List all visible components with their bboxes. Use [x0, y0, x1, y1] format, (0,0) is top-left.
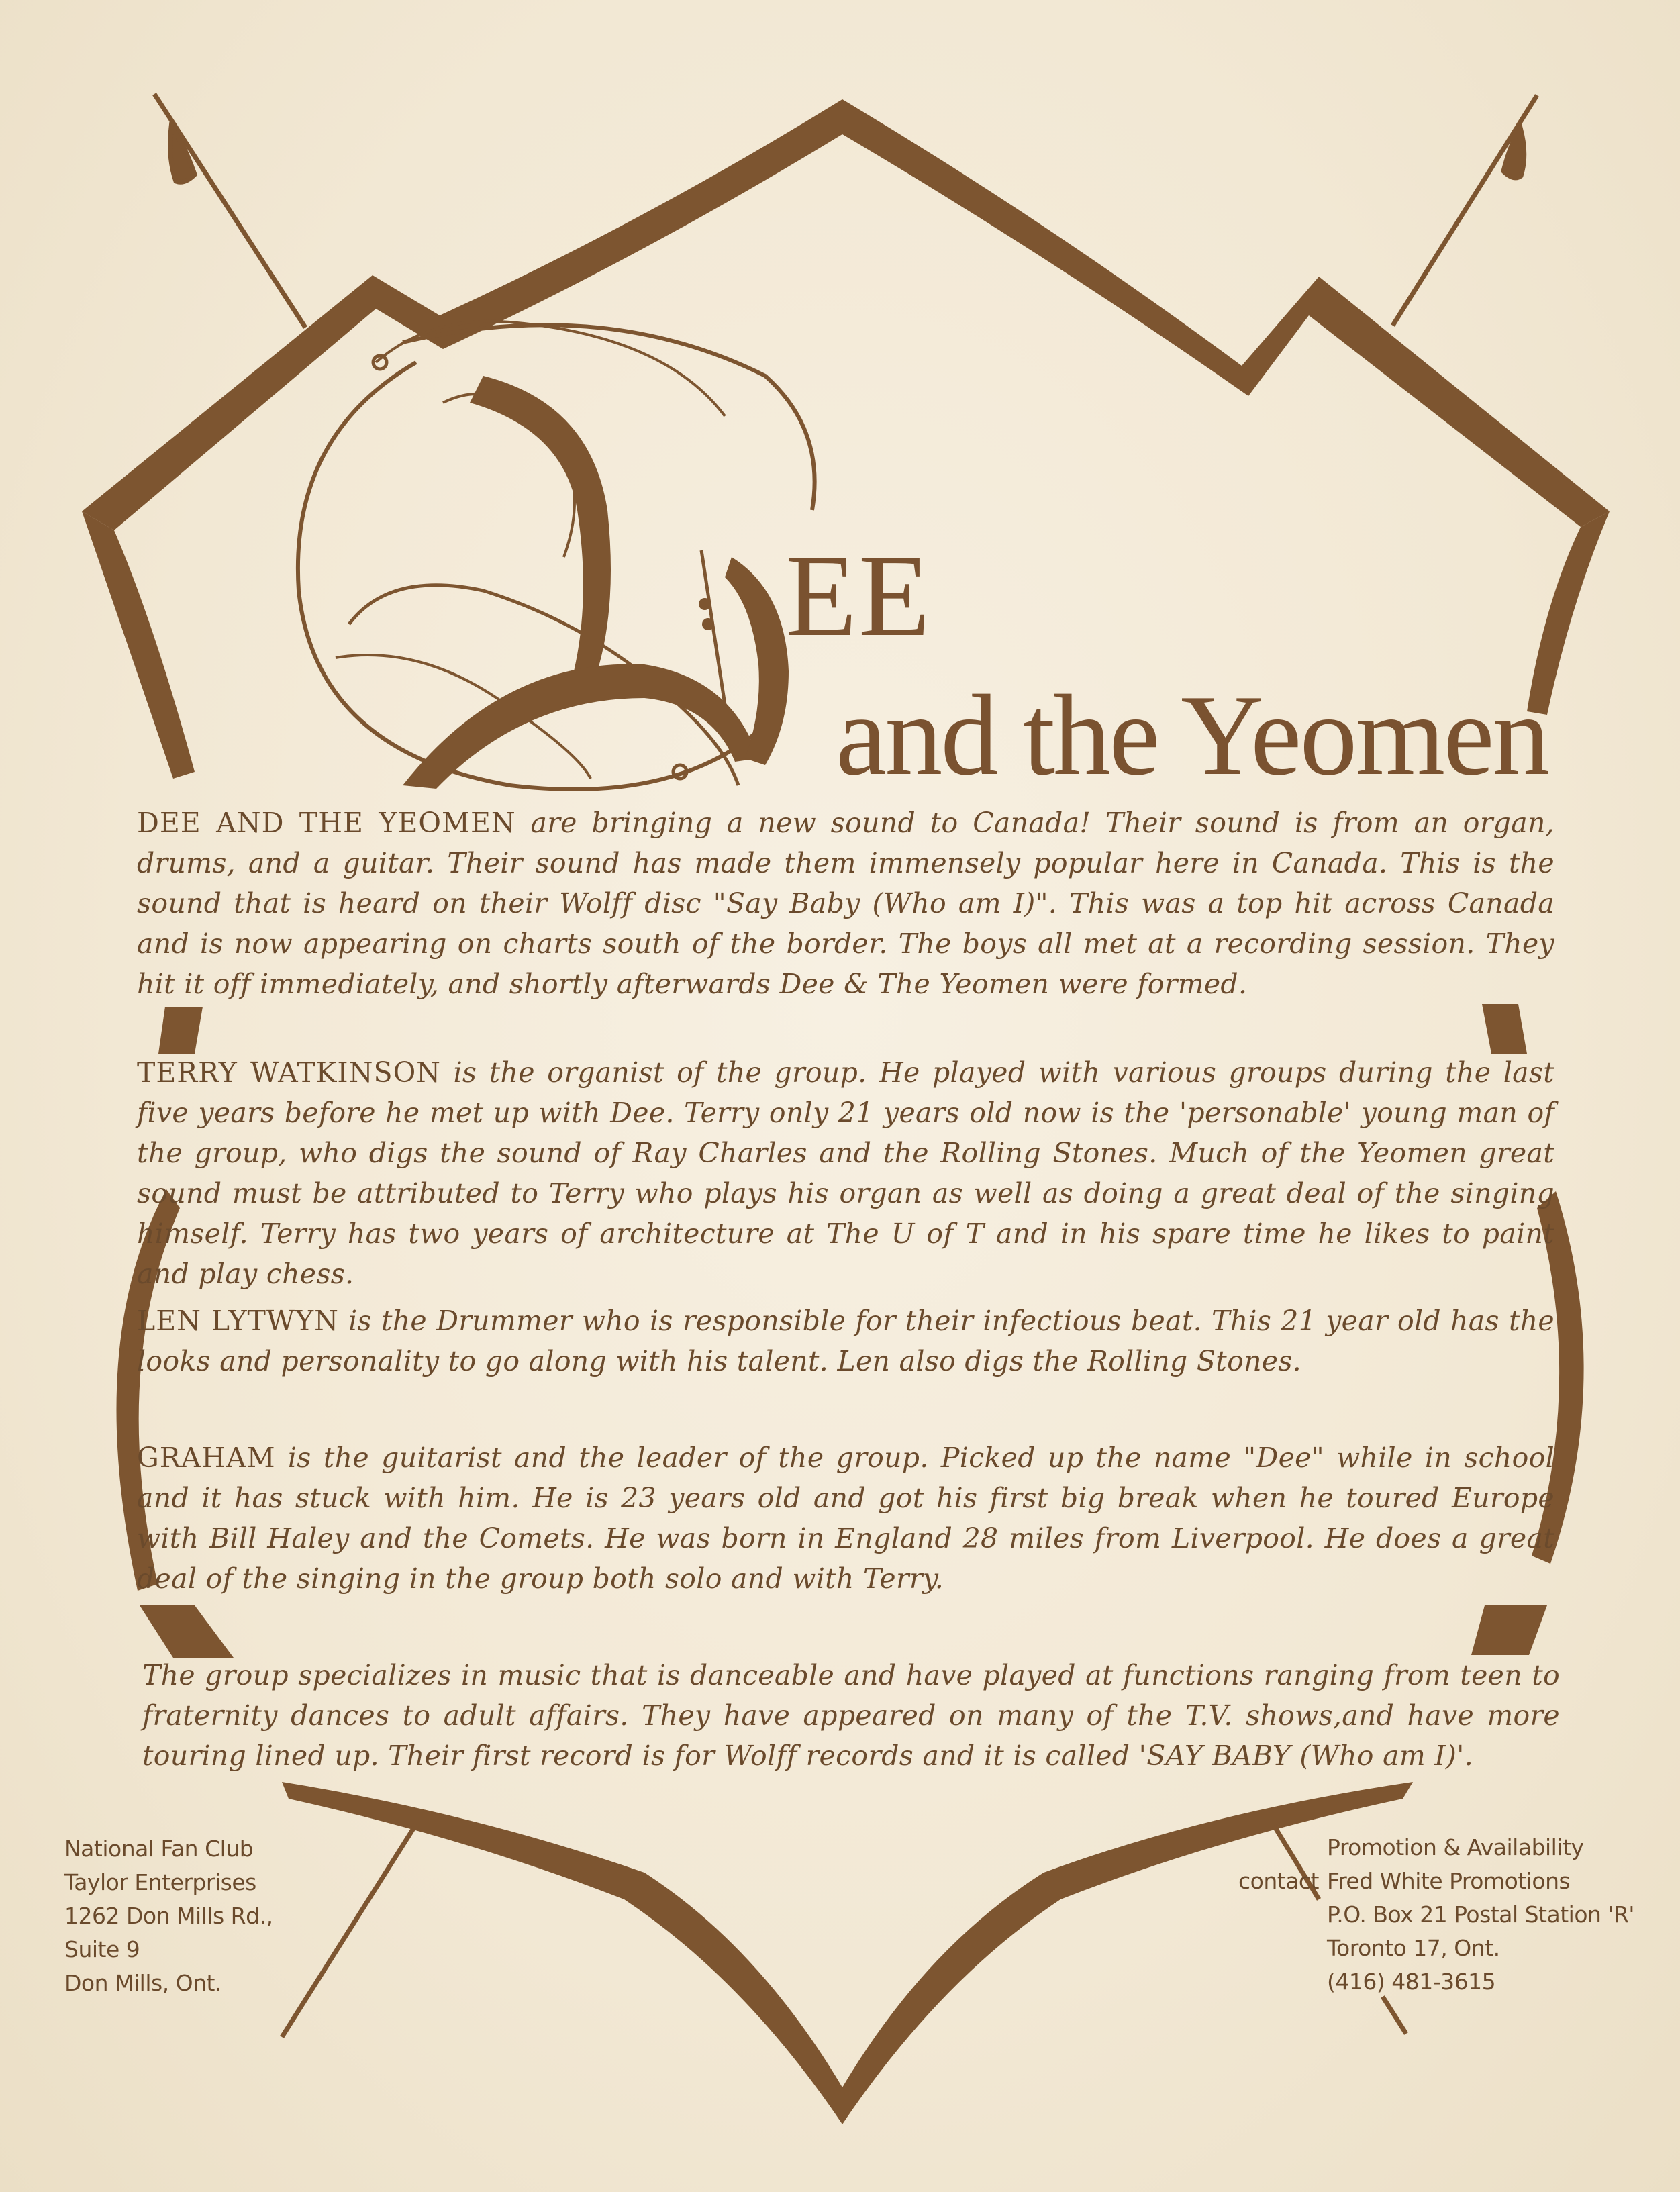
paragraph-intro — [137, 803, 1554, 1004]
lance-right-shaft — [1393, 95, 1537, 326]
paragraph-graham — [137, 1438, 1554, 1599]
terry-lead: TERRY WATKINSON — [137, 1056, 442, 1089]
intro-body: are bringing a new sound to Canada! Their sound is from an organ, drums, and a guitar. Their sound has made them immensely popular here in Canada. This is the sound that is heard on their Wolff disc "Say Baby (Who am I)". This was a top hit across Canada and is now appearing on charts south of the border. The boys all met at a recording session. They hit it off immediately, and shortly afterwards Dee & The Yeomen were formed. — [137, 807, 1554, 1000]
lance-right-head — [1503, 128, 1524, 178]
len-lead: LEN LYTWYN — [137, 1305, 339, 1337]
lance-bottom-right-lower — [1383, 1997, 1406, 2034]
contact-label: contact — [1238, 1868, 1319, 1894]
shield-lower-block-right — [1471, 1605, 1547, 1655]
paragraph-terry — [137, 1052, 1554, 1294]
fan-club-line: Suite 9 — [64, 1936, 140, 1962]
title-ee: EE — [785, 530, 932, 660]
graham-body: is the guitarist and the leader of the group. Picked up the name "Dee" while in school and it has stuck with him. He is 23 years old and got his first big break when he toured Europe with Bill Haley and the Comets. He was born in England 28 miles from Liverpool. He does a great deal of the singing in the group both solo and with Terry. — [137, 1442, 1554, 1595]
promotion-line: Fred White Promotions — [1327, 1868, 1571, 1894]
shield-left-arm — [82, 511, 195, 779]
d-letter-bowl — [403, 664, 758, 789]
d-letter-stroke — [470, 376, 611, 671]
fan-club-address — [64, 1832, 273, 2000]
shield-block-left — [158, 1007, 203, 1054]
promotion-line: P.O. Box 21 Postal Station 'R' — [1327, 1901, 1634, 1928]
paragraph-closing: The group specializes in music that is danceable and have played at functions ranging from teen to fraternity dances to adult affairs. They have appeared on many of the T.V. shows,and have more touring lined up. Their first record is for Wolff records and it is called 'SAY BABY (Who am I)'. — [142, 1659, 1560, 1772]
fan-club-line: Don Mills, Ont. — [64, 1970, 221, 1996]
shield-crown-band — [82, 99, 1610, 530]
lance-bottom-left — [282, 1824, 416, 2037]
title-subtitle: and the Yeomen — [836, 672, 1548, 799]
len-body: is the Drummer who is responsible for their infectious beat. This 21 year old has the looks and personality to go along with his talent. Len also digs the Rolling Stones. — [137, 1305, 1554, 1377]
fan-club-line: 1262 Don Mills Rd., — [64, 1903, 273, 1929]
lance-left-shaft — [154, 94, 305, 328]
graham-lead: GRAHAM — [137, 1442, 276, 1474]
shield-lower-block-left — [140, 1605, 234, 1658]
fan-club-line: Taylor Enterprises — [64, 1869, 256, 1895]
promotion-line: Toronto 17, Ont. — [1327, 1935, 1500, 1961]
shield-block-right — [1482, 1004, 1527, 1054]
promotion-address — [1327, 1831, 1634, 1999]
promotion-line: (416) 481-3615 — [1327, 1969, 1496, 1995]
intro-lead: DEE AND THE YEOMEN — [137, 807, 516, 839]
fan-club-line: National Fan Club — [64, 1836, 254, 1862]
terry-body: is the organist of the group. He played with various groups during the last five years before he met up with Dee. Terry only 21 years old now is the 'personable' young man of the group, who digs the sound of Ray Charles and the Rolling Stones. Much of the Yeomen great sound must be attributed to Terry who plays his organ as well as doing a great deal of the singing himself. Terry has two years of architecture at The U of T and in his spare time he likes to paint and play chess. — [137, 1056, 1554, 1290]
shield-bottom-point — [282, 1782, 1413, 2124]
paragraph-len — [137, 1301, 1554, 1381]
promotion-line: Promotion & Availability — [1327, 1834, 1584, 1860]
